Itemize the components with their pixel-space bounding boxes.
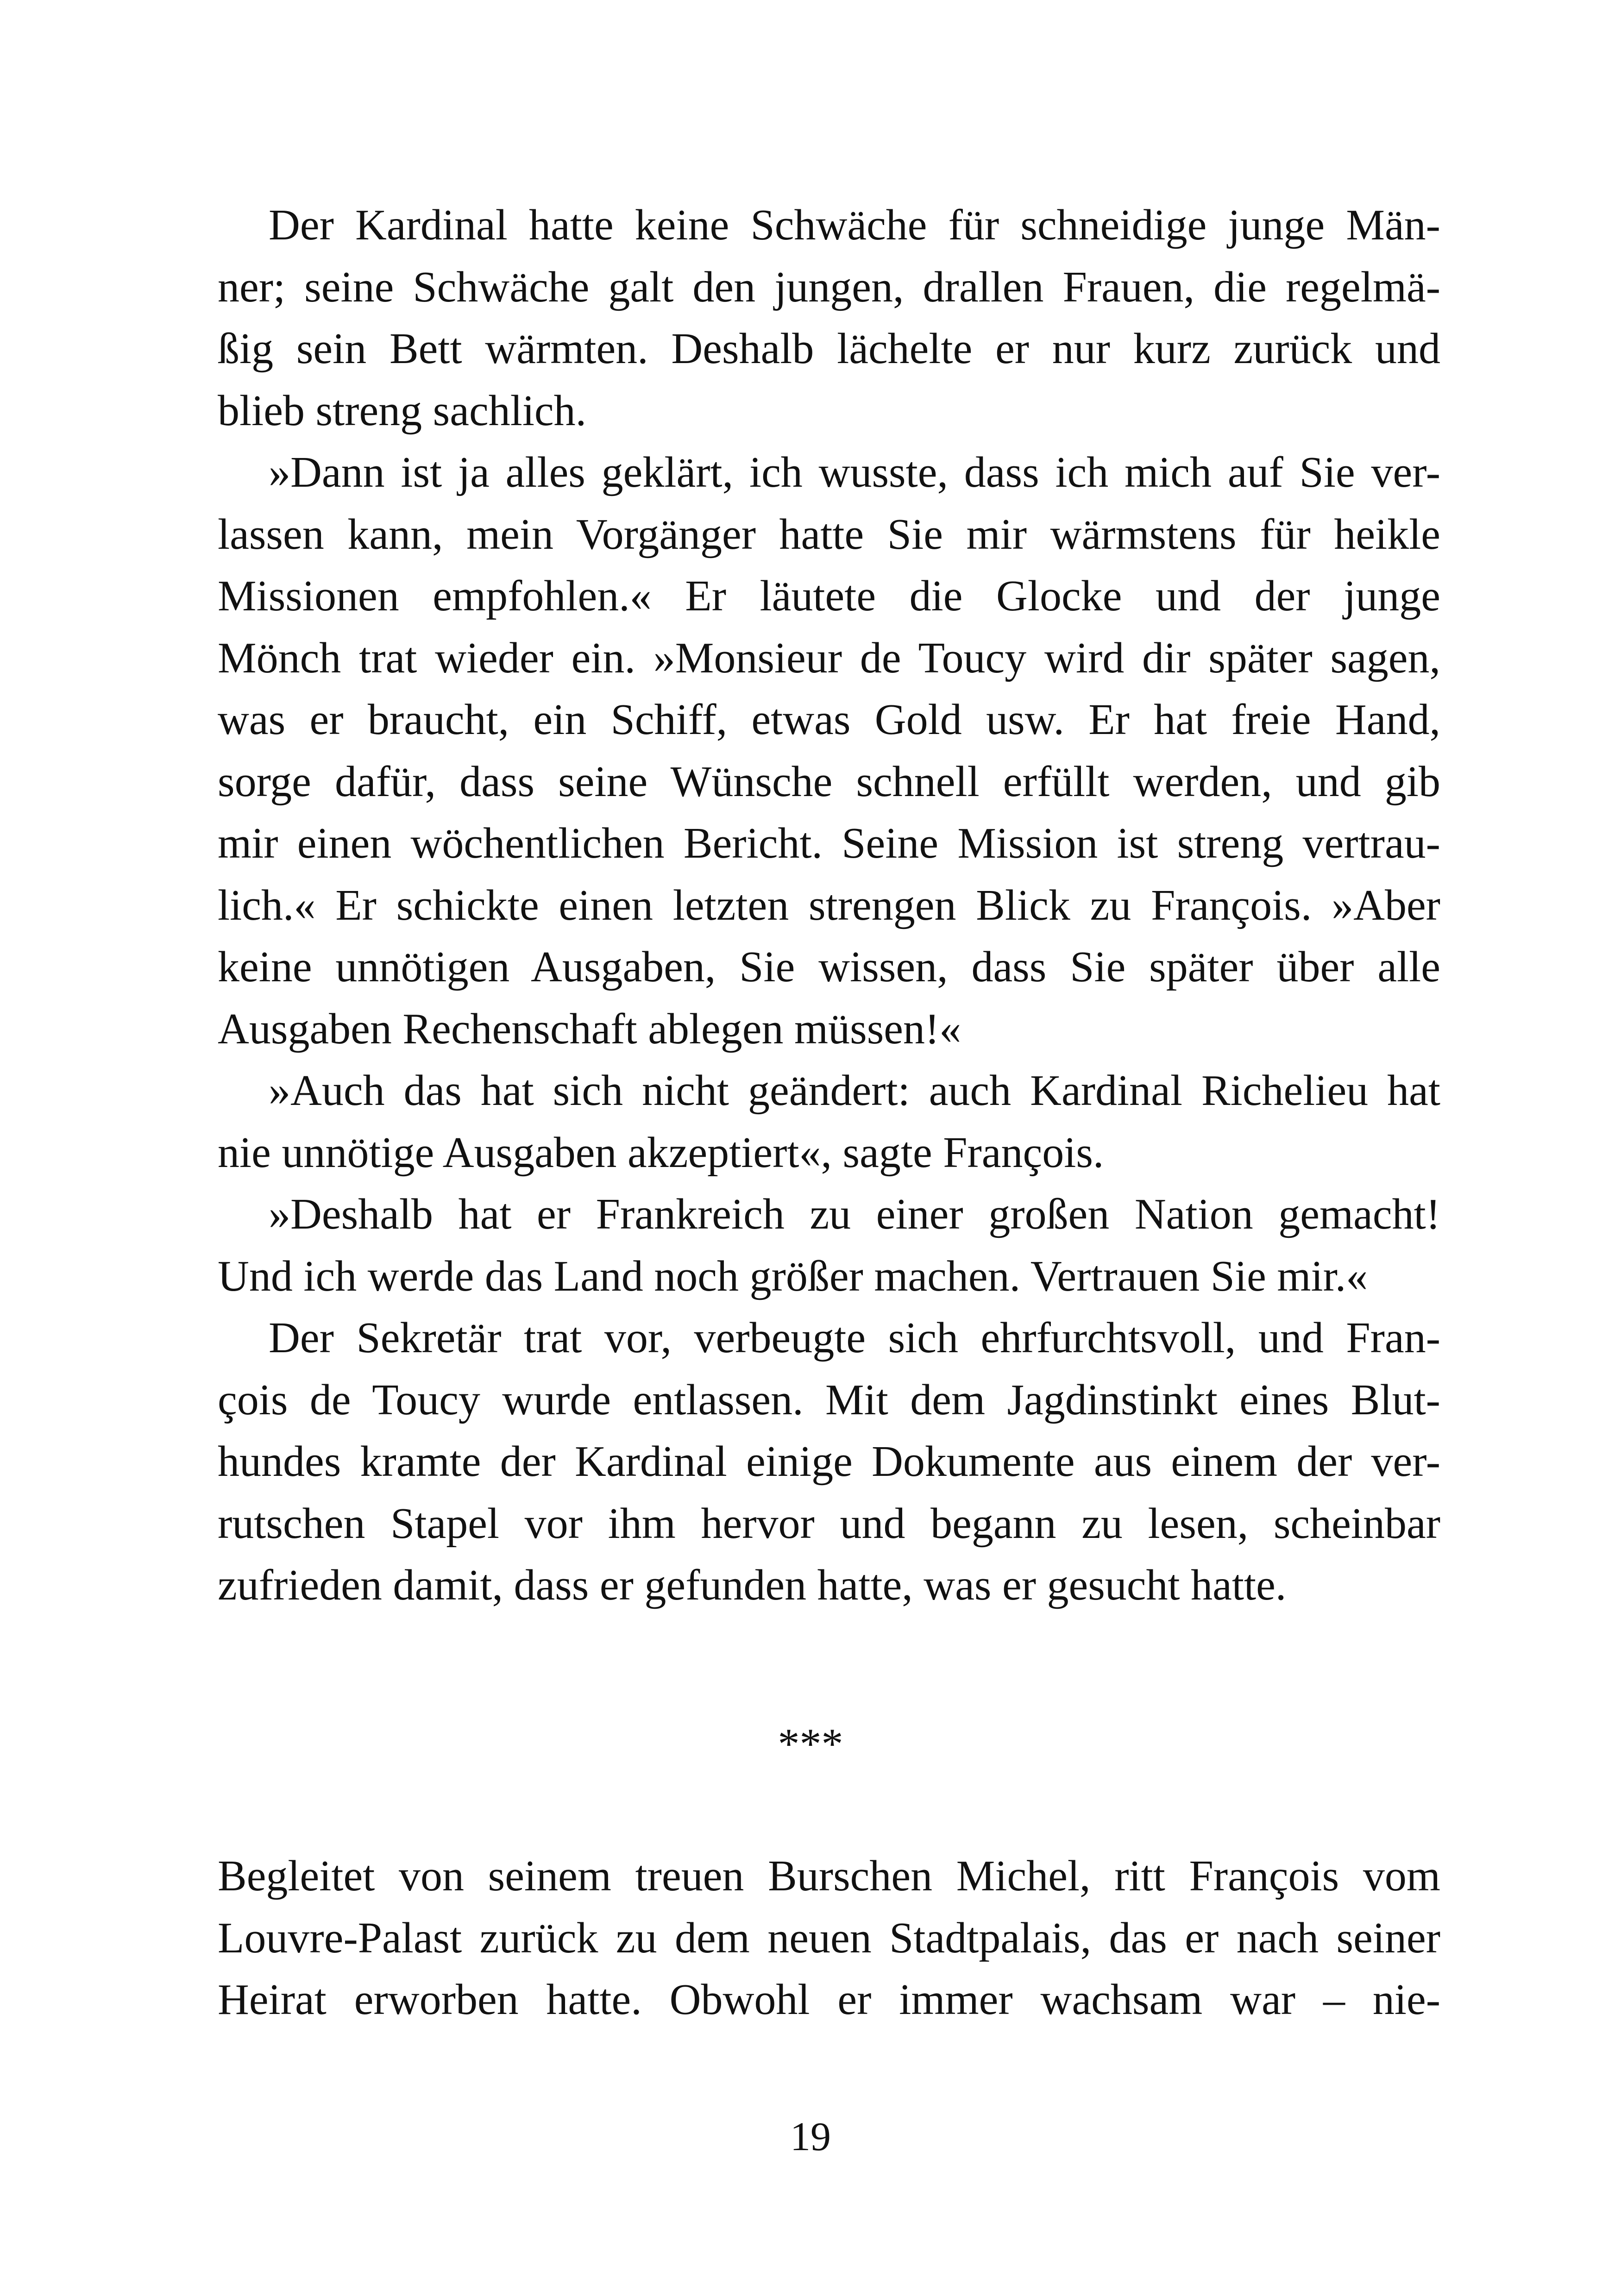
- text-line: »Deshalb hat er Frankreich zu einer großen Nation gemacht!: [269, 1190, 1440, 1238]
- paragraph-6: [218, 1845, 1440, 2031]
- text-line: Der Kardinal hatte keine Schwäche für schneidige junge Män-: [269, 201, 1440, 249]
- text-line: Der Sekretär trat vor, verbeugte sich ehrfurchtsvoll, und Fran-: [269, 1314, 1440, 1362]
- text-line: çois de Toucy wurde entlassen. Mit dem Jagdinstinkt eines Blut-: [218, 1375, 1440, 1424]
- text-line: ßig sein Bett wärmten. Deshalb lächelte er nur kurz zurück und: [218, 325, 1440, 373]
- text-line: Begleitet von seinem treuen Burschen Michel, ritt François vom: [218, 1852, 1440, 1900]
- page-number: 19: [790, 2114, 831, 2159]
- paragraph-2: [218, 442, 1440, 1060]
- text-line: zufrieden damit, dass er gefunden hatte, was er gesucht hatte.: [218, 1561, 1287, 1609]
- text-line: Louvre-Palast zurück zu dem neuen Stadtpalais, das er nach seiner: [218, 1913, 1440, 1962]
- section-separator: ***: [778, 1720, 843, 1768]
- text-line: »Dann ist ja alles geklärt, ich wusste, dass ich mich auf Sie ver-: [269, 448, 1440, 496]
- paragraph-5: [218, 1307, 1440, 1617]
- text-line: rutschen Stapel vor ihm hervor und begann zu lesen, scheinbar: [218, 1499, 1440, 1548]
- text-line: »Auch das hat sich nicht geändert: auch Kardinal Richelieu hat: [269, 1066, 1440, 1115]
- text-line: lassen kann, mein Vorgänger hatte Sie mir wärmstens für heikle: [218, 510, 1440, 558]
- text-line: Heirat erworben hatte. Obwohl er immer wachsam war – nie-: [218, 1976, 1440, 2024]
- paragraph-1: [218, 194, 1440, 442]
- text-line: Missionen empfohlen.« Er läutete die Glocke und der junge: [218, 572, 1440, 620]
- text-line: was er braucht, ein Schiff, etwas Gold usw. Er hat freie Hand,: [218, 696, 1440, 744]
- text-line: hundes kramte der Kardinal einige Dokumente aus einem der ver-: [218, 1437, 1440, 1486]
- paragraph-3: [218, 1060, 1440, 1184]
- text-line: lich.« Er schickte einen letzten strengen Blick zu François. »Aber: [218, 881, 1440, 929]
- section-2-text: [218, 1845, 1440, 2031]
- text-line: keine unnötigen Ausgaben, Sie wissen, dass Sie später über alle: [218, 943, 1440, 991]
- main-text: [218, 194, 1440, 1617]
- text-line: Ausgaben Rechenschaft ablegen müssen!«: [218, 1004, 961, 1053]
- text-line: mir einen wöchentlichen Bericht. Seine Mission ist streng vertrau-: [218, 819, 1440, 867]
- text-line: ner; seine Schwäche galt den jungen, drallen Frauen, die regelmä-: [218, 263, 1440, 311]
- text-line: nie unnötige Ausgaben akzeptiert«, sagte François.: [218, 1128, 1104, 1177]
- text-line: blieb streng sachlich.: [218, 386, 587, 435]
- text-line: Und ich werde das Land noch größer machen. Vertrauen Sie mir.«: [218, 1252, 1368, 1300]
- paragraph-4: [218, 1184, 1440, 1307]
- text-line: Mönch trat wieder ein. »Monsieur de Toucy wird dir später sagen,: [218, 634, 1440, 682]
- text-line: sorge dafür, dass seine Wünsche schnell erfüllt werden, und gib: [218, 757, 1440, 806]
